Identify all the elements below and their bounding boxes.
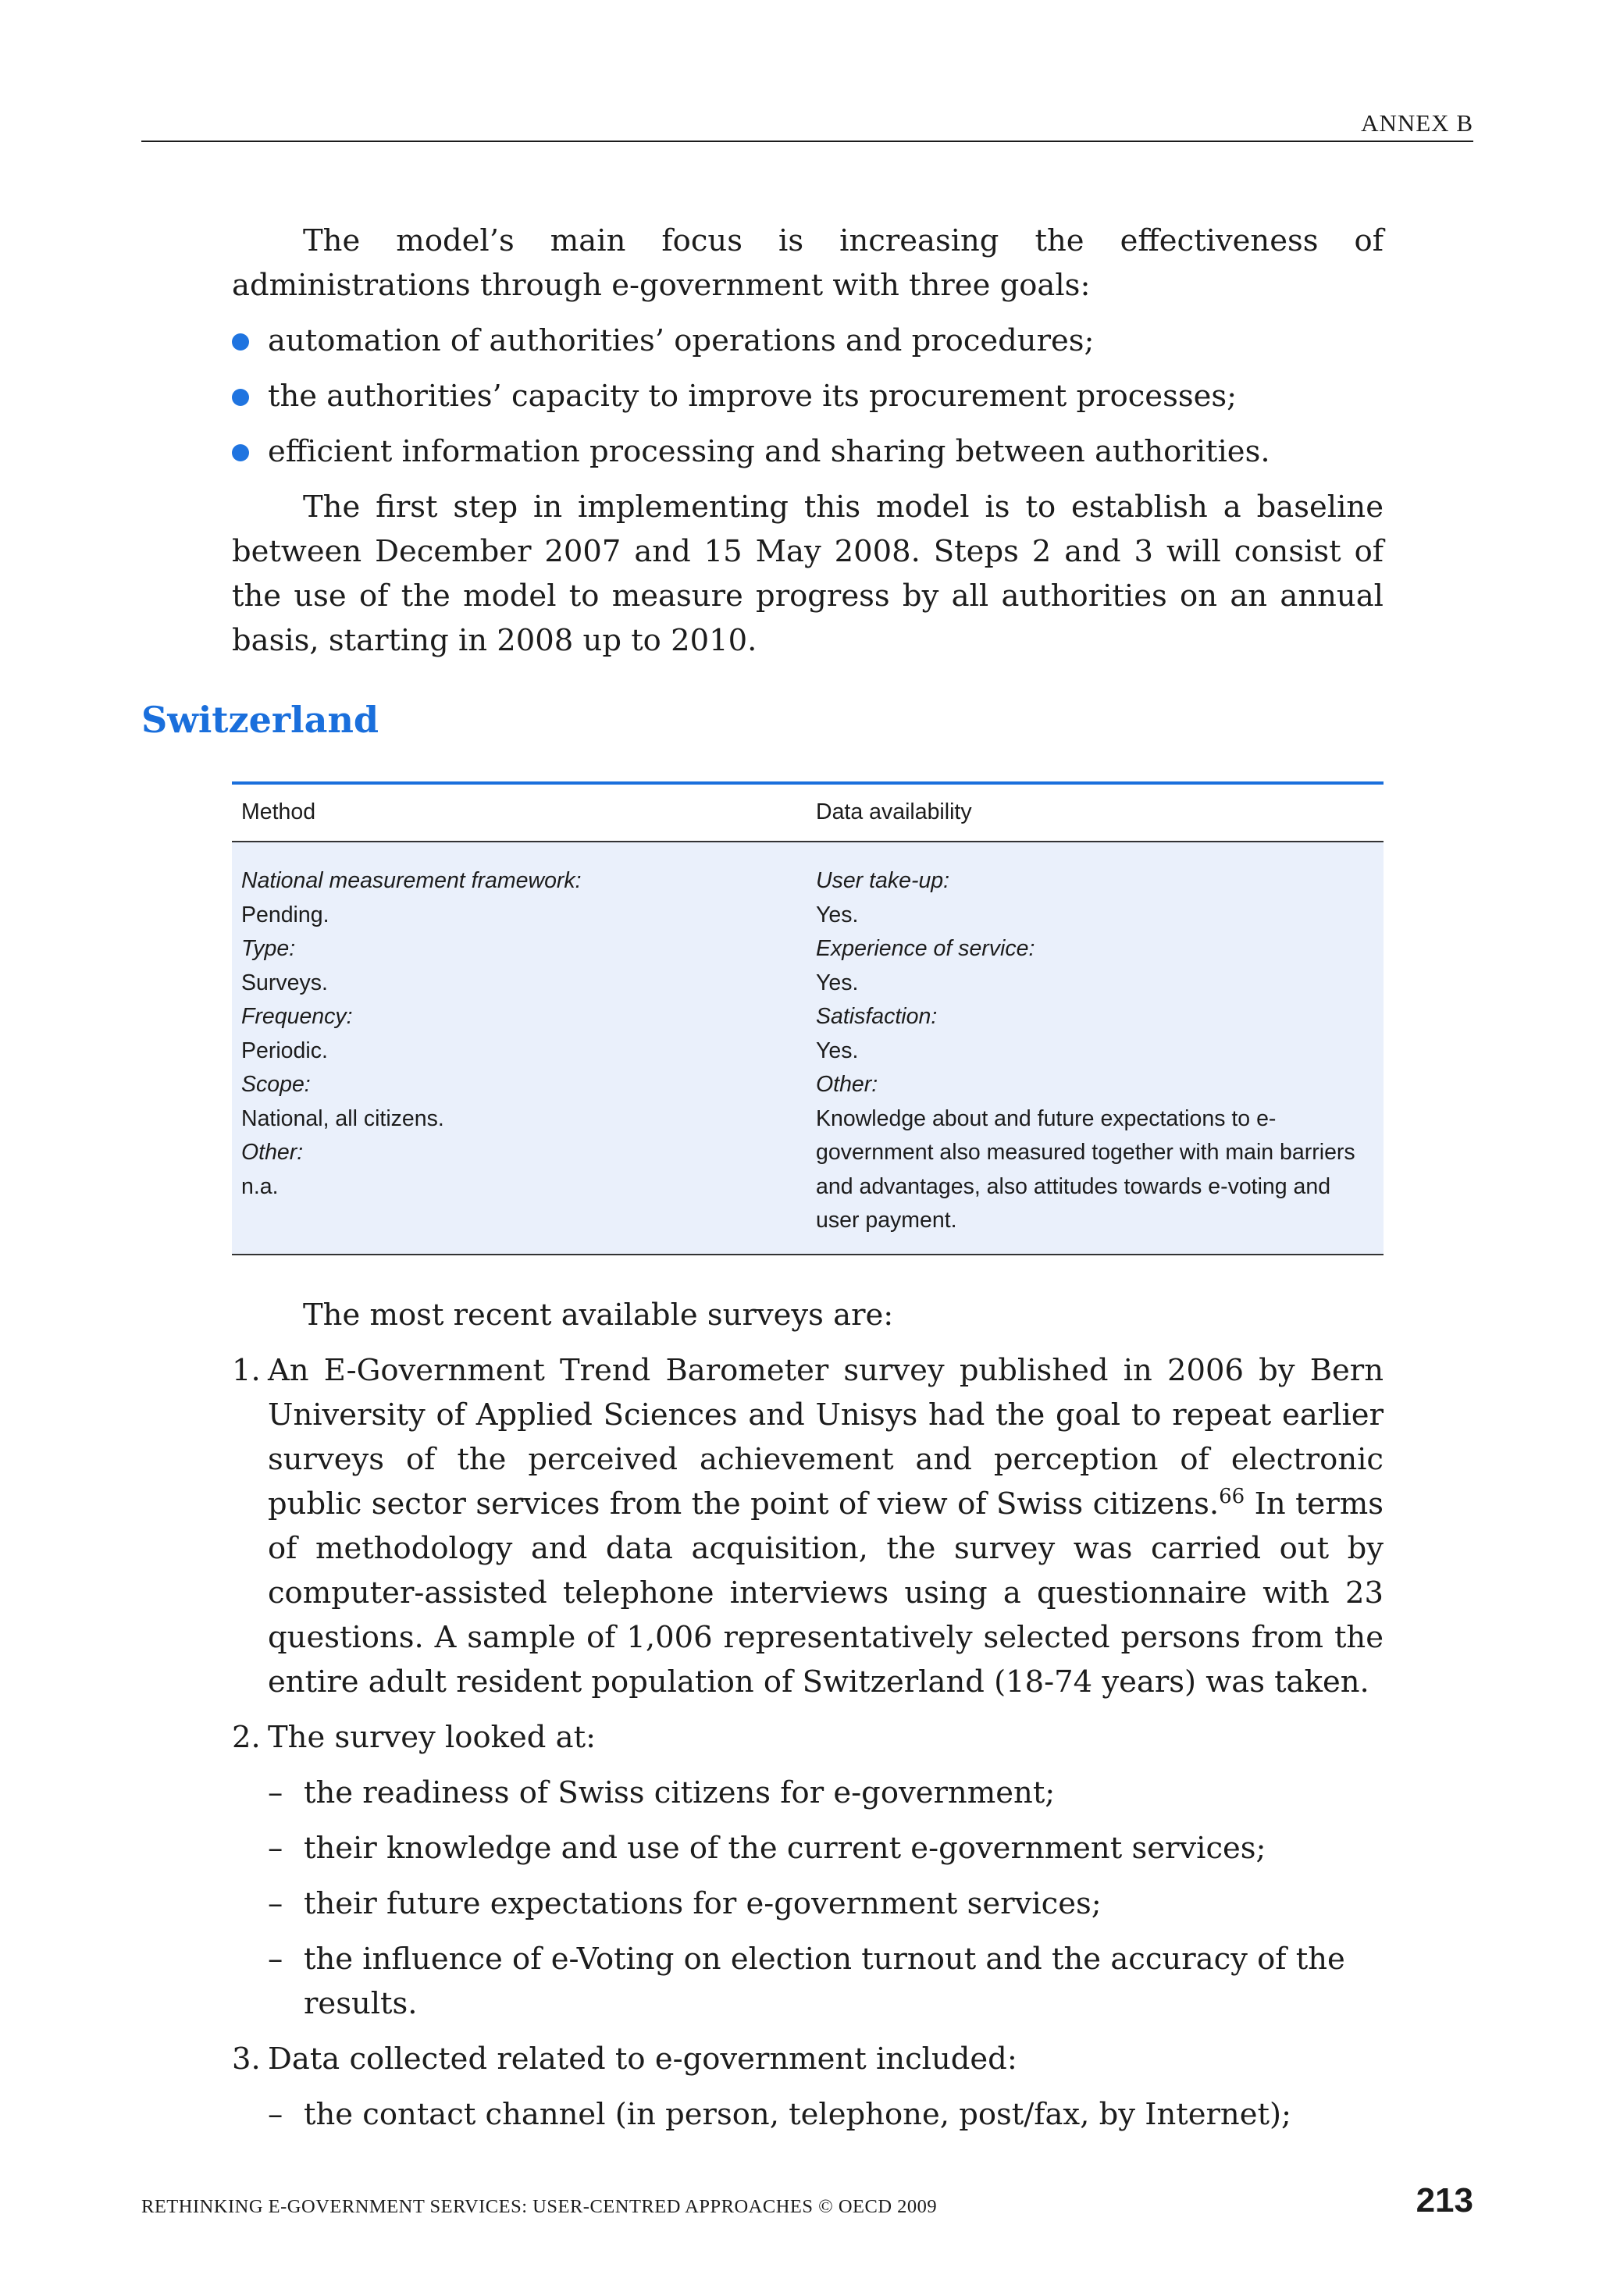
footnote-marker: 66 [1219,1485,1245,1509]
list-item: efficient information processing and sharing between authorities. [232,429,1384,474]
section-heading: Switzerland [141,699,379,741]
dash-item: – their knowledge and use of the current e-government services; [268,1831,1266,1866]
data-label: Satisfaction: [816,1004,938,1029]
data-label: Other: [816,1072,878,1097]
data-value: Yes. [816,970,859,995]
intro-block [232,219,1384,663]
method-label: Scope: [241,1072,311,1097]
bullet-icon [232,333,249,351]
baseline-paragraph: The first step in implementing this model is to establish a baseline between December 2007 and 15 May 2008. Steps 2 and 3 will consist of the use of the model to measure progress by all authorities on an annual basis, starting in 2008 up to 2010. [232,489,1384,658]
item-number: 1. [232,1353,261,1388]
data-label: Experience of service: [816,936,1035,961]
item-number: 2. [232,1720,261,1755]
measurement-table [232,781,1384,1255]
list-item: the authorities’ capacity to improve its procurement processes; [232,374,1384,418]
surveys-intro: The most recent available surveys are: [303,1298,894,1333]
data-cell [807,864,1384,1238]
running-header: ANNEX B [1361,109,1473,137]
page-number: 213 [1416,2181,1473,2219]
dash-list [268,2092,1384,2137]
data-value: Yes. [816,1038,859,1063]
list-item: 3. Data collected related to e-government included: – the contact channel (in person, telephone, post/fax, by Internet); [232,2037,1384,2137]
column-header-method: Method [241,799,316,825]
list-item: 2. The survey looked at: – the readiness of Swiss citizens for e-government; – their knowledge and use of the current e-government services; – their future expectations for e-government services; – the influence of e-Voting on election turnout and the accuracy of the results. [232,1715,1384,2026]
data-value: Yes. [816,902,859,927]
method-value: Pending. [241,902,329,927]
intro-paragraph: The model’s main focus is increasing the effectiveness of administrations through e-government with three goals: [232,223,1384,303]
dash-list [268,1771,1384,2026]
goals-list [232,319,1384,474]
method-value: Surveys. [241,970,328,995]
bullet-icon [232,444,249,461]
data-value: Knowledge about and future expectations to e-government also measured together with main barriers and advantages, also attitudes towards e-voting and user payment. [816,1105,1355,1233]
method-value: Periodic. [241,1038,328,1063]
method-cell [232,864,807,1238]
surveys-list [232,1348,1384,2137]
dash-item: – the influence of e-Voting on election turnout and the accuracy of the results. [268,1942,1345,2021]
method-value: National, all citizens. [241,1105,444,1131]
column-header-data: Data availability [816,799,972,825]
table-body-row [232,842,1384,1254]
list-item: automation of authorities’ operations and procedures; [232,319,1384,363]
header-rule [141,141,1473,142]
bullet-icon [232,389,249,406]
method-label: Frequency: [241,1004,353,1029]
method-label: Other: [241,1140,304,1165]
item-number: 3. [232,2041,261,2077]
method-value: n.a. [241,1173,279,1199]
method-label: Type: [241,936,296,961]
table-header-row [232,785,1384,842]
list-item: 1. An E-Government Trend Barometer survey published in 2006 by Bern University of Applied Sciences and Unisys had the goal to repeat earlier surveys of the perceived achievement and perception of electronic public sector services from the point of view of Swiss citizens.$^{66}$ In terms of methodology and data acquisition, the survey was carried out by computer-assisted telephone interviews using a questionnaire with 23 questions. A sample of 1,006 representatively selected persons from the entire adult resident population of Switzerland (18-74 years) was taken. [232,1348,1384,1704]
data-label: User take-up: [816,868,950,893]
dash-item: – the readiness of Swiss citizens for e-government; [268,1775,1056,1810]
dash-item: – the contact channel (in person, telephone, post/fax, by Internet); [268,2097,1291,2132]
method-label: National measurement framework: [241,868,582,893]
surveys-block [232,1293,1384,2148]
footer-title: RETHINKING E-GOVERNMENT SERVICES: USER-CENTRED APPROACHES © OECD 2009 [141,2196,938,2217]
dash-item: – their future expectations for e-government services; [268,1886,1102,1921]
